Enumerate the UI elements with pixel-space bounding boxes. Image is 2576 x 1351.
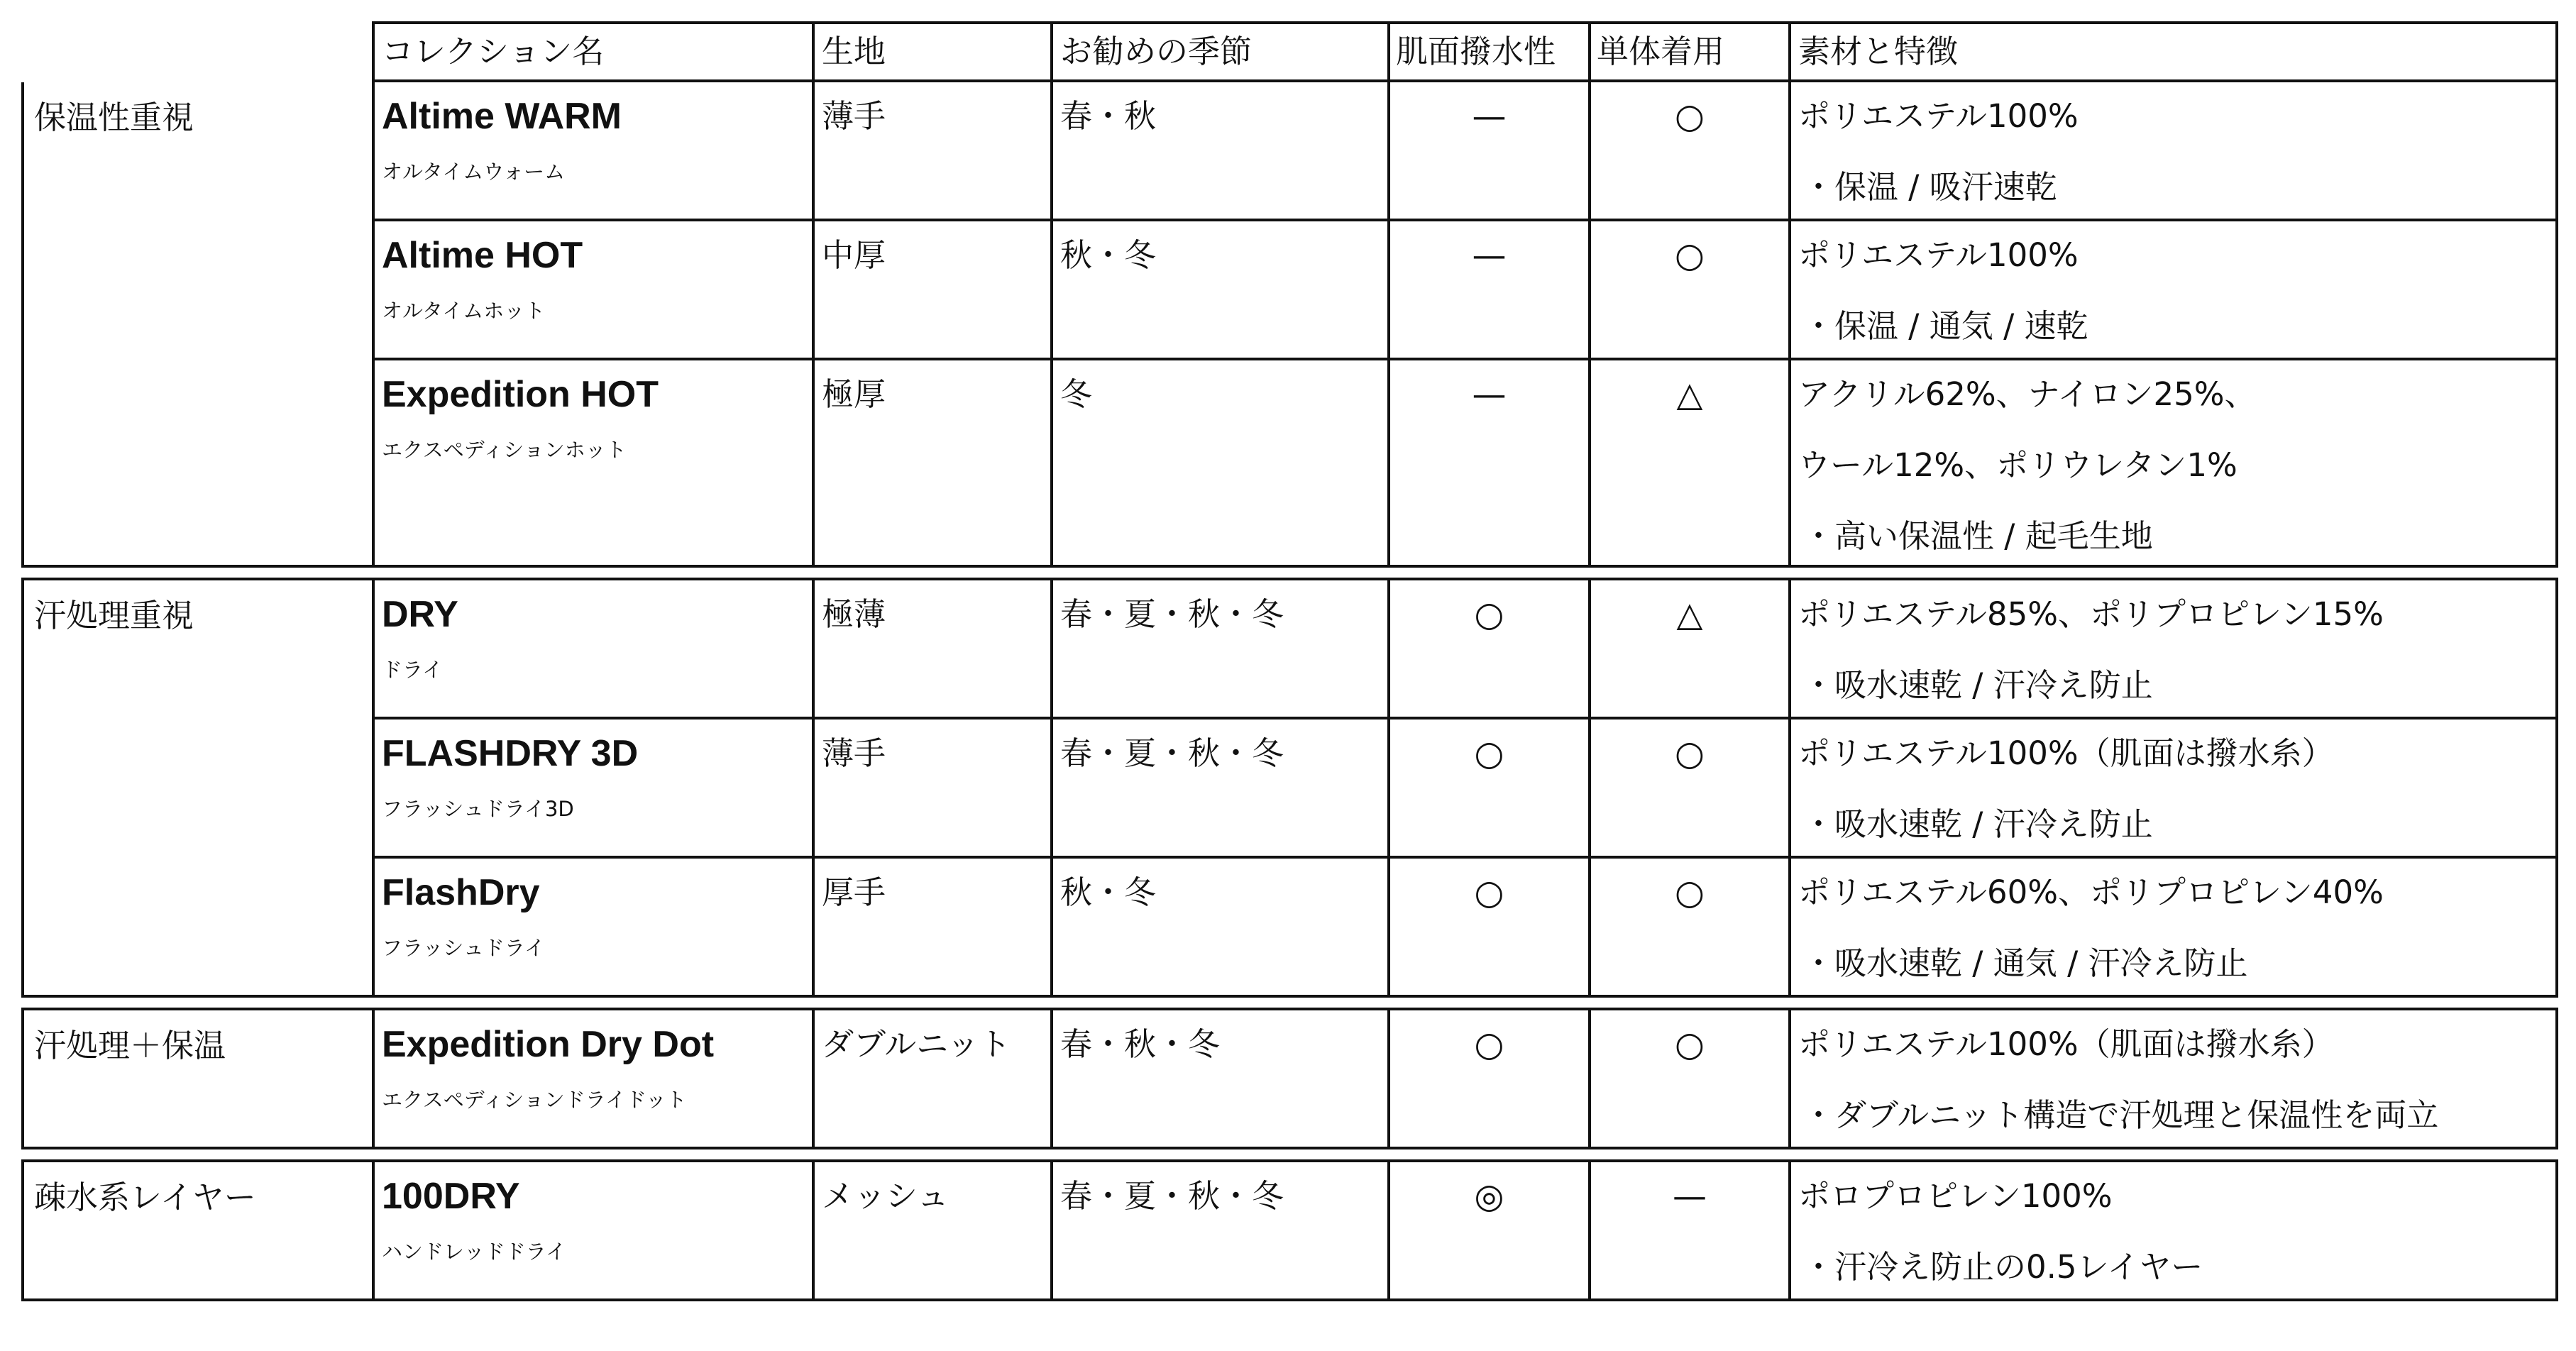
fabric-cell: 極薄 bbox=[812, 580, 1050, 717]
header-season: お勧めの季節 bbox=[1050, 24, 1387, 79]
table-row bbox=[372, 717, 2555, 856]
material-cell bbox=[1788, 1162, 2555, 1298]
category-group bbox=[21, 82, 2558, 568]
material-cell bbox=[1788, 360, 2555, 565]
material-line: ウール12%、ポリウレタン1% bbox=[1798, 446, 2238, 484]
collection-name-en: Expedition HOT bbox=[382, 374, 659, 415]
collection-name-jp: オルタイムウォーム bbox=[382, 160, 566, 184]
season-cell: 春・夏・秋・冬 bbox=[1050, 580, 1387, 717]
material-cell bbox=[1788, 82, 2555, 219]
category-rows bbox=[372, 82, 2555, 565]
category-label: 汗処理＋保温 bbox=[34, 1027, 226, 1064]
water-repellent-mark: — bbox=[1387, 82, 1588, 219]
collection-name-cell bbox=[372, 580, 812, 717]
material-line: ・高い保温性 / 起毛生地 bbox=[1802, 517, 2153, 555]
material-cell bbox=[1788, 221, 2555, 358]
collection-name-en: 100DRY bbox=[382, 1176, 520, 1217]
season-cell: 春・秋 bbox=[1050, 82, 1387, 219]
collection-name-en: FlashDry bbox=[382, 872, 540, 913]
material-line: ポリエステル100%（肌面は撥水糸） bbox=[1798, 1025, 2334, 1063]
material-line: ポロプロピレン100% bbox=[1798, 1177, 2113, 1215]
collection-name-cell bbox=[372, 360, 812, 565]
collection-name-cell bbox=[372, 1162, 812, 1298]
collection-name-en: DRY bbox=[382, 594, 458, 635]
material-cell bbox=[1788, 719, 2555, 856]
category-group bbox=[21, 578, 2558, 998]
solo-wear-mark: ○ bbox=[1588, 82, 1788, 219]
category-label: 保温性重視 bbox=[34, 99, 194, 136]
season-cell: 春・秋・冬 bbox=[1050, 1010, 1387, 1147]
material-line: ・吸水速乾 / 通気 / 汗冷え防止 bbox=[1802, 944, 2248, 982]
material-line: ・保温 / 吸汗速乾 bbox=[1802, 168, 2057, 206]
material-line: ・ダブルニット構造で汗処理と保温性を両立 bbox=[1802, 1096, 2439, 1134]
table-row bbox=[372, 1010, 2555, 1147]
water-repellent-mark: ○ bbox=[1387, 1010, 1588, 1147]
collection-name-jp: フラッシュドライ bbox=[382, 936, 545, 960]
collection-name-jp: フラッシュドライ3D bbox=[382, 797, 574, 821]
solo-wear-mark: — bbox=[1588, 1162, 1788, 1298]
collection-name-en: FLASHDRY 3D bbox=[382, 733, 639, 774]
collection-name-en: Altime WARM bbox=[382, 96, 622, 137]
table-body bbox=[21, 82, 2558, 1301]
material-cell bbox=[1788, 1010, 2555, 1147]
fabric-cell: 薄手 bbox=[812, 82, 1050, 219]
solo-wear-mark: ○ bbox=[1588, 719, 1788, 856]
water-repellent-mark: ○ bbox=[1387, 580, 1588, 717]
fabric-cell: 極厚 bbox=[812, 360, 1050, 565]
solo-wear-mark: ○ bbox=[1588, 221, 1788, 358]
category-label: 汗処理重視 bbox=[34, 597, 194, 634]
material-line: ポリエステル100% bbox=[1798, 97, 2079, 135]
table-row bbox=[372, 219, 2555, 358]
material-line: アクリル62%、ナイロン25%、 bbox=[1798, 375, 2257, 413]
collection-name-cell bbox=[372, 859, 812, 995]
material-cell bbox=[1788, 580, 2555, 717]
collection-name-cell bbox=[372, 221, 812, 358]
collection-name-cell bbox=[372, 1010, 812, 1147]
category-group bbox=[21, 1159, 2558, 1301]
fabric-cell: 中厚 bbox=[812, 221, 1050, 358]
header-water-repellent: 肌面撥水性 bbox=[1387, 24, 1588, 79]
season-cell: 秋・冬 bbox=[1050, 221, 1387, 358]
water-repellent-mark: — bbox=[1387, 221, 1588, 358]
collection-name-jp: ハンドレッドドライ bbox=[382, 1240, 566, 1264]
category-group bbox=[21, 1008, 2558, 1149]
header-fabric: 生地 bbox=[812, 24, 1050, 79]
table-row bbox=[372, 358, 2555, 565]
collection-name-en: Altime HOT bbox=[382, 235, 583, 276]
category-label: 疎水系レイヤー bbox=[34, 1179, 256, 1216]
solo-wear-mark: ○ bbox=[1588, 1010, 1788, 1147]
season-cell: 春・夏・秋・冬 bbox=[1050, 719, 1387, 856]
material-line: ・吸水速乾 / 汗冷え防止 bbox=[1802, 805, 2153, 843]
water-repellent-mark: ○ bbox=[1387, 859, 1588, 995]
material-line: ポリエステル100%（肌面は撥水糸） bbox=[1798, 734, 2334, 772]
season-cell: 冬 bbox=[1050, 360, 1387, 565]
fabric-cell: 厚手 bbox=[812, 859, 1050, 995]
collection-name-jp: ドライ bbox=[382, 658, 444, 682]
collection-name-cell bbox=[372, 82, 812, 219]
table-row bbox=[372, 580, 2555, 717]
collection-table bbox=[21, 21, 2558, 1301]
category-rows bbox=[372, 1162, 2555, 1298]
material-line: ポリエステル60%、ポリプロピレン40% bbox=[1798, 873, 2384, 911]
header-material: 素材と特徴 bbox=[1788, 24, 2555, 79]
solo-wear-mark: △ bbox=[1588, 580, 1788, 717]
material-line: ・保温 / 通気 / 速乾 bbox=[1802, 307, 2088, 345]
header-solo-wear: 単体着用 bbox=[1588, 24, 1788, 79]
table-header bbox=[372, 21, 2558, 82]
material-cell bbox=[1788, 859, 2555, 995]
solo-wear-mark: △ bbox=[1588, 360, 1788, 565]
collection-name-cell bbox=[372, 719, 812, 856]
solo-wear-mark: ○ bbox=[1588, 859, 1788, 995]
material-line: ポリエステル85%、ポリプロピレン15% bbox=[1798, 595, 2384, 633]
fabric-cell: ダブルニット bbox=[812, 1010, 1050, 1147]
table-row bbox=[372, 1162, 2555, 1298]
collection-name-en: Expedition Dry Dot bbox=[382, 1024, 715, 1065]
table-row bbox=[372, 82, 2555, 219]
season-cell: 春・夏・秋・冬 bbox=[1050, 1162, 1387, 1298]
table-row bbox=[372, 856, 2555, 995]
material-line: ポリエステル100% bbox=[1798, 236, 2079, 274]
water-repellent-mark: — bbox=[1387, 360, 1588, 565]
water-repellent-mark: ◎ bbox=[1387, 1162, 1588, 1298]
collection-name-jp: エクスペディションホット bbox=[382, 438, 627, 462]
material-line: ・汗冷え防止の0.5レイヤー bbox=[1802, 1248, 2203, 1286]
category-rows bbox=[372, 580, 2555, 995]
fabric-cell: 薄手 bbox=[812, 719, 1050, 856]
collection-name-jp: オルタイムホット bbox=[382, 299, 546, 323]
material-line: ・吸水速乾 / 汗冷え防止 bbox=[1802, 666, 2153, 704]
fabric-cell: メッシュ bbox=[812, 1162, 1050, 1298]
category-rows bbox=[372, 1010, 2555, 1147]
header-name: コレクション名 bbox=[372, 24, 812, 79]
season-cell: 秋・冬 bbox=[1050, 859, 1387, 995]
water-repellent-mark: ○ bbox=[1387, 719, 1588, 856]
collection-name-jp: エクスペディションドライドット bbox=[382, 1088, 687, 1112]
